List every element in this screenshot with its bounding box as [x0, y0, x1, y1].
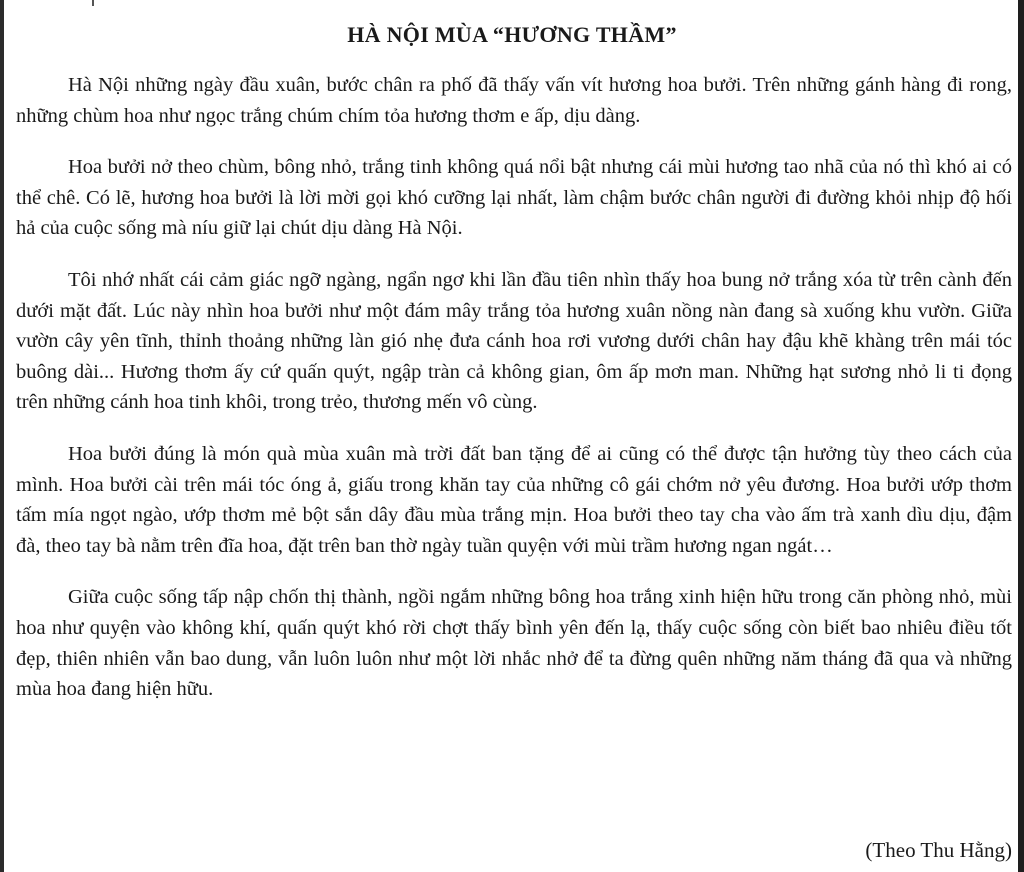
page-right-border [1018, 0, 1024, 872]
document-title: HÀ NỘI MÙA “HƯƠNG THẦM” [347, 22, 677, 47]
page-top-mark [92, 0, 94, 6]
paragraph-2: Hoa bưởi nở theo chùm, bông nhỏ, trắng tinh không quá nổi bật nhưng cái mùi hương tao nhã của nó thì khó ai có thể chê. Có lẽ, hương hoa bưởi là lời mời gọi khó cưỡng lại nhất, làm chậm bước chân người đi đường khỏi nhịp độ hối hả của cuộc sống mà níu giữ lại chút dịu dàng Hà Nội. [16, 156, 1012, 240]
paragraph-1: Hà Nội những ngày đầu xuân, bước chân ra phố đã thấy vấn vít hương hoa bưởi. Trên những gánh hàng đi rong, những chùm hoa như ngọc trắng chúm chím tỏa hương thơm e ấp, dịu dàng. [16, 74, 1012, 127]
document-body [16, 70, 1012, 726]
source-attribution: (Theo Thu Hằng) [865, 838, 1012, 862]
paragraph-3: Tôi nhớ nhất cái cảm giác ngỡ ngàng, ngẩn ngơ khi lần đầu tiên nhìn thấy hoa bung nở trắng xóa từ trên cành đến dưới mặt đất. Lúc này nhìn hoa bưởi như một đám mây trắng tỏa hương xuân nồng nàn đang sà xuống khu vườn. Giữa vườn cây yên tĩnh, thỉnh thoảng những làn gió nhẹ đưa cánh hoa rơi vương dưới chân hay đậu khẽ khàng trên mái tóc buông dài... Hương thơm ấy cứ quấn quýt, ngập tràn cả không gian, ôm ấp mơn man. Những hạt sương nhỏ li ti đọng trên những cánh hoa tinh khôi, trong trẻo, thương mến vô cùng. [16, 268, 1012, 414]
paragraph-4: Hoa bưởi đúng là món quà mùa xuân mà trời đất ban tặng để ai cũng có thể được tận hưởng tùy theo cách của mình. Hoa bưởi cài trên mái tóc óng ả, giấu trong khăn tay của những cô gái chớm nở yêu đương. Hoa bưởi ướp thơm tấm mía ngọt ngào, ướp thơm mẻ bột sắn dây đầu mùa trắng mịn. Hoa bưởi theo tay cha vào ấm trà xanh dìu dịu, đậm đà, theo tay bà nằm trên đĩa hoa, đặt trên ban thờ ngày tuần quyện với mùi trầm hương ngan ngát… [16, 442, 1012, 557]
paragraph-5: Giữa cuộc sống tấp nập chốn thị thành, ngồi ngắm những bông hoa trắng xinh hiện hữu trong căn phòng nhỏ, mùi hoa như quyện vào không khí, quấn quýt khó rời chợt thấy bình yên đến lạ, thấy cuộc sống còn biết bao nhiêu điều tốt đẹp, thiên nhiên vẫn bao dung, vẫn luôn luôn như một lời nhắc nhở để ta đừng quên những năm tháng đã qua và những mùa hoa đang hiện hữu. [16, 586, 1012, 701]
page-left-border [0, 0, 4, 872]
